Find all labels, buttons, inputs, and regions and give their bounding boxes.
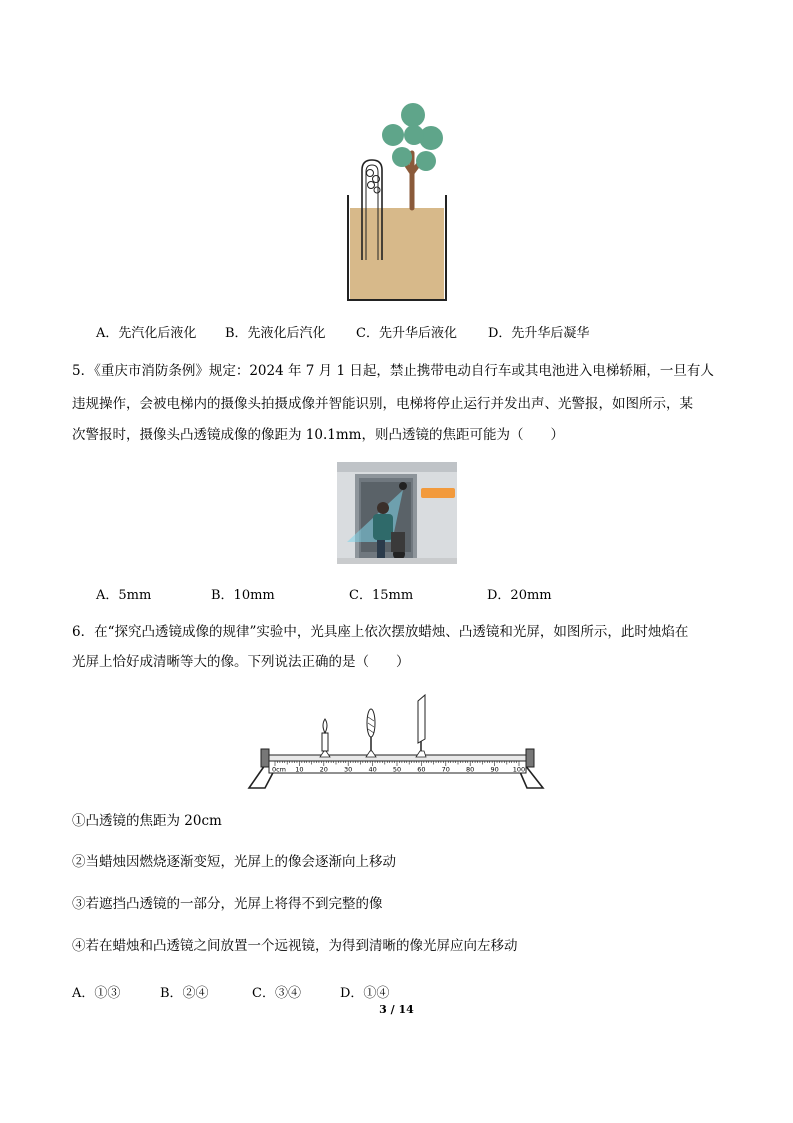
ruler-label: 60 [417, 765, 426, 774]
ruler-label: 40 [368, 765, 377, 774]
q4-option-a: A．先汽化后液化 [96, 326, 197, 341]
q6-optical-bench-figure [245, 693, 550, 793]
ruler-label: 100 [512, 765, 526, 774]
light-screen [416, 695, 426, 757]
q5-text-line-3: 次警报时，摄像头凸透镜成像的像距为 10.1mm，则凸透镜的焦距可能为（ ） [72, 427, 564, 443]
q6-statement-1: ①凸透镜的焦距为 20cm [72, 813, 222, 829]
q6-statement-3: ③若遮挡凸透镜的一部分，光屏上将得不到完整的像 [72, 896, 383, 912]
ruler-label: 10 [295, 765, 304, 774]
q5-text-line-1: 5．《重庆市消防条例》规定：2024 年 7 月 1 日起，禁止携带电动自行车或其电池进入电梯轿厢，一旦有人 [72, 363, 714, 379]
q6-statement-2: ②当蜡烛因燃烧逐渐变短，光屏上的像会逐渐向上移动 [72, 854, 396, 870]
q6-option-d: D．①④ [340, 986, 390, 1001]
q6-text-line-2: 光屏上恰好成清晰等大的像。下列说法正确的是（ ） [72, 654, 410, 670]
ruler-label: 70 [441, 765, 450, 774]
q4-option-c: C．先升华后液化 [356, 326, 457, 341]
q4-option-b: B．先液化后汽化 [225, 326, 326, 341]
q5-elevator-photo [337, 462, 457, 564]
ruler-label: 0cm [271, 765, 287, 774]
candle [320, 719, 330, 757]
q6-text-line-1: 6．在“探究凸透镜成像的规律”实验中，光具座上依次摆放蜡烛、凸透镜和光屏，如图所示，此时烛焰在 [72, 624, 689, 640]
ruler-label: 30 [344, 765, 353, 774]
q6-statement-4: ④若在蜡烛和凸透镜之间放置一个远视镜，为得到清晰的像光屏应向左移动 [72, 938, 518, 954]
ruler-label: 80 [466, 765, 475, 774]
q6-option-c: C．③④ [252, 986, 301, 1001]
q5-option-c: C．15mm [349, 588, 414, 603]
q5-option-d: D．20mm [487, 588, 552, 603]
q5-option-a: A．5mm [96, 588, 152, 603]
q5-text-line-2: 违规操作，会被电梯内的摄像头拍摄成像并智能识别，电梯将停止运行并发出声、光警报，如图所示，某 [72, 396, 693, 412]
q5-option-b: B．10mm [211, 588, 275, 603]
q6-option-b: B．②④ [160, 986, 209, 1001]
q4-tree-pot-figure [330, 95, 460, 305]
ruler-label: 50 [392, 765, 402, 774]
ruler-label: 90 [490, 765, 499, 774]
page-number: 3 / 14 [379, 1003, 414, 1016]
q6-option-a: A．①③ [72, 986, 121, 1001]
q4-option-d: D．先升华后凝华 [488, 326, 590, 341]
convex-lens [366, 709, 376, 757]
ruler-label: 20 [319, 765, 328, 774]
